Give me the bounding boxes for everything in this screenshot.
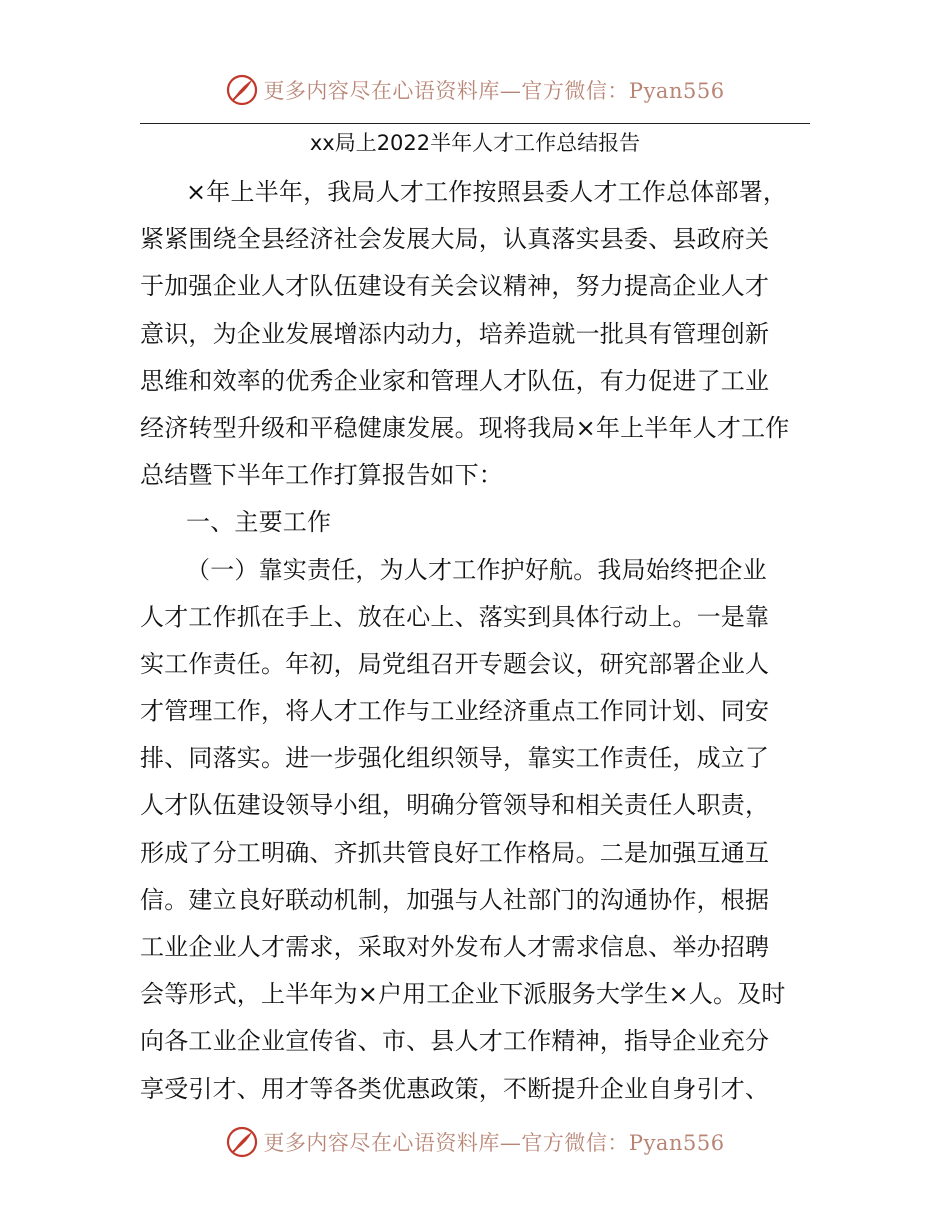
body-line: 会等形式，上半年为×户用工企业下派服务大学生×人。及时 (140, 980, 786, 1009)
body-line: 人才工作抓在手上、放在心上、落实到具体行动上。一是靠 (140, 602, 770, 631)
watermark-text-top: 更多内容尽在心语资料库—官方微信：Pyan556 (263, 79, 725, 103)
watermark-text-bottom: 更多内容尽在心语资料库—官方微信：Pyan556 (263, 1131, 725, 1155)
body-line: 享受引才、用才等各类优惠政策，不断提升企业自身引才、 (140, 1074, 770, 1103)
body-line: 总结暨下半年工作打算报告如下： (140, 461, 503, 490)
document-title: xx局上2022半年人才工作总结报告 (309, 131, 641, 155)
body-line: 信。建立良好联动机制，加强与人社部门的沟通协作，根据 (140, 885, 770, 914)
body-line: 思维和效率的优秀企业家和管理人才队伍，有力促进了工业 (140, 366, 770, 395)
body-line: 于加强企业人才队伍建设有关会议精神，努力提高企业人才 (140, 272, 770, 301)
body-line: 才管理工作，将人才工作与工业经济重点工作同计划、同安 (140, 697, 770, 726)
subsection-heading-line: （一）靠实责任，为人才工作护好航。我局始终把企业 (186, 555, 767, 584)
body-line: 紧紧围绕全县经济社会发展大局，认真落实县委、县政府关 (140, 225, 770, 254)
body-line: 人才队伍建设领导小组，明确分管领导和相关责任人职责， (140, 791, 770, 820)
body-line: 实工作责任。年初，局党组召开专题会议，研究部署企业人 (140, 649, 770, 678)
quill-logo-icon (225, 73, 259, 107)
quill-logo-icon (225, 1125, 259, 1159)
body-line: 经济转型升级和平稳健康发展。现将我局×年上半年人才工作 (140, 413, 790, 442)
watermark-banner-top (0, 68, 950, 112)
body-line: 形成了分工明确、齐抓共管良好工作格局。二是加强互通互 (140, 838, 770, 867)
body-line: 意识，为企业发展增添内动力，培养造就一批具有管理创新 (140, 319, 770, 348)
body-line: 工业企业人才需求，采取对外发布人才需求信息、举办招聘 (140, 933, 770, 961)
document-body (140, 172, 820, 1116)
body-line: 排、同落实。进一步强化组织领导，靠实工作责任，成立了 (140, 744, 770, 773)
watermark-banner-bottom (0, 1120, 950, 1164)
header-rule (140, 123, 810, 124)
body-line: ×年上半年，我局人才工作按照县委人才工作总体部署， (186, 178, 788, 206)
section-heading: 一、主要工作 (186, 508, 332, 537)
body-line: 向各工业企业宣传省、市、县人才工作精神，指导企业充分 (140, 1027, 770, 1056)
